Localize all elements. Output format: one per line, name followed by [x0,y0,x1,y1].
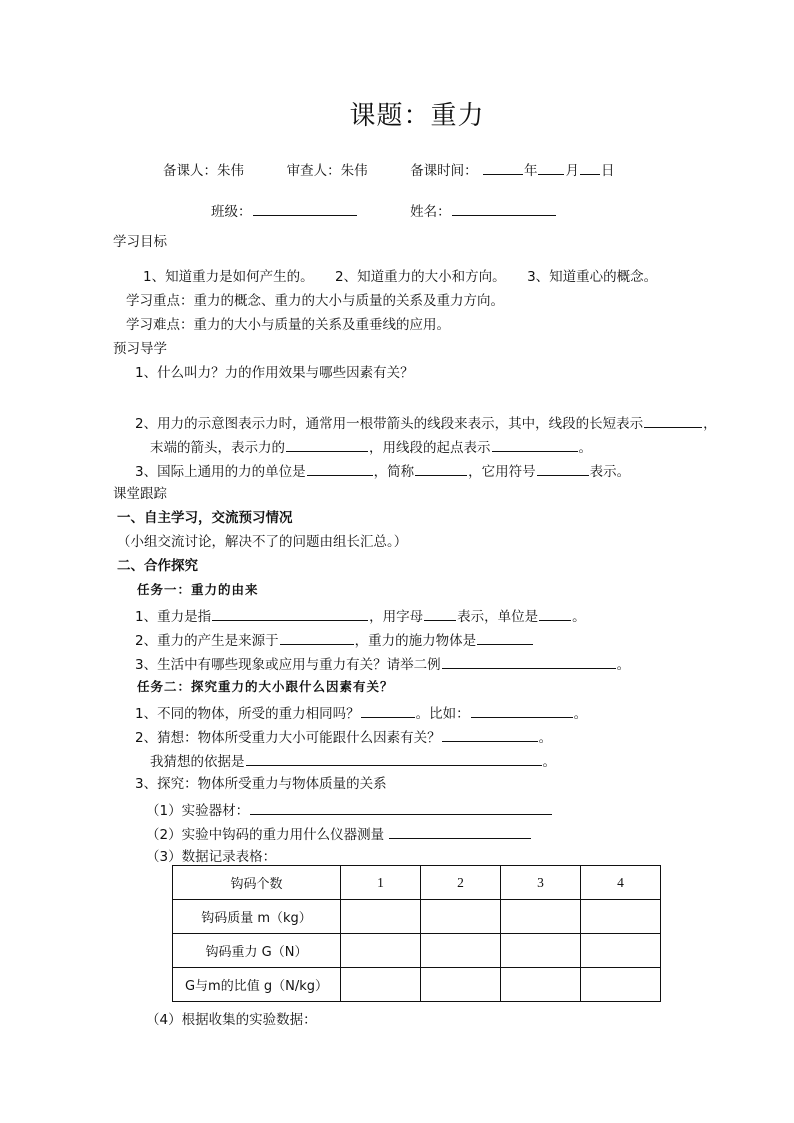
row-label-gravity: 钩码重力 G（N） [173,934,341,968]
task1-q1-text3: 表示，单位是 [457,609,539,625]
task2-q2b-text2: 。 [542,754,556,770]
task1-q1-text1: 1、重力是指 [135,609,212,625]
task2-s4: （4）根据收集的实验数据： [146,1012,317,1028]
task1-q1 [135,606,586,626]
task2-q1 [135,703,587,723]
table-cell[interactable] [421,900,501,934]
task1-title: 任务一：重力的由来 [137,582,259,597]
table-row [173,900,661,934]
task1-q2-text2: ，重力的施力物体是 [354,633,477,649]
table-header-cell: 3 [501,866,581,900]
preview-q2a-end: ， [703,416,717,432]
table-cell[interactable] [581,968,661,1002]
same-gravity-blank[interactable] [361,703,415,718]
basis-blank[interactable] [246,751,542,766]
prep-time-label: 备课时间： [410,163,478,179]
year-label: 年 [523,163,538,179]
table-cell[interactable] [581,900,661,934]
source-blank[interactable] [280,630,354,645]
section-class: 课堂跟踪 [113,486,167,502]
task2-q2b [150,751,556,771]
letter-blank[interactable] [424,606,456,621]
unit-blank[interactable] [307,461,373,476]
task2-title: 任务二：探究重力的大小跟什么因素有关？ [137,679,394,694]
table-header-cell: 钩码个数 [173,866,341,900]
day-label: 日 [600,163,615,179]
preview-q1: 1、什么叫力？力的作用效果与哪些因素有关？ [135,365,414,381]
table-cell[interactable] [501,968,581,1002]
difficulties: 学习难点：重力的大小与质量的关系及重垂线的应用。 [126,317,450,333]
task2-s1-text: （1）实验器材： [146,803,250,819]
preview-q2a [135,413,717,433]
example-blank[interactable] [471,703,573,718]
preview-q2a-text: 2、用力的示意图表示力时，通常用一根带箭头的线段来表示，其中，线段的长短表示 [135,416,644,432]
reviewer-label: 审查人：朱伟 [286,163,368,179]
examples-blank[interactable] [442,654,616,669]
preview-q2b-text2: ，用线段的起点表示 [369,440,491,456]
table-cell[interactable] [341,900,421,934]
preview-q2b [150,437,592,457]
task1-q3-text1: 3、生活中有哪些现象或应用与重力有关？请举二例 [135,657,441,673]
preview-q3-text1: 3、国际上通用的力的单位是 [135,464,306,480]
table-cell[interactable] [421,968,501,1002]
part1-title: 一、自主学习，交流预习情况 [117,510,293,526]
task2-q2-text1: 2、猜想：物体所受重力大小可能跟什么因素有关？ [135,730,441,746]
gravity-def-blank[interactable] [212,606,368,621]
table-header-row [173,866,661,900]
preview-q3 [135,461,630,481]
task1-q2 [135,630,534,650]
task1-q1-text4: 。 [572,609,586,625]
task2-q3: 3、探究：物体所受重力与物体质量的关系 [135,776,387,792]
task2-q2 [135,727,552,747]
table-header-cell: 1 [341,866,421,900]
preview-q3-text3: ，它用符号 [468,464,536,480]
exerting-object-blank[interactable] [477,630,533,645]
guess-blank[interactable] [442,727,538,742]
meta-line [163,160,614,180]
start-point-blank[interactable] [492,437,578,452]
class-name-line [211,201,557,221]
preview-q2b-text1: 末端的箭头，表示力的 [150,440,285,456]
page-title: 课题：重力 [349,101,485,131]
key-points: 学习重点：重力的概念、重力的大小与质量的关系及重力方向。 [126,293,504,309]
part1-note: （小组交流讨论，解决不了的问题由组长汇总。） [117,534,408,550]
table-cell[interactable] [501,900,581,934]
month-label: 月 [565,163,579,179]
gravity-unit-blank[interactable] [539,606,571,621]
data-record-table [172,865,661,1002]
table-cell[interactable] [581,934,661,968]
goals-line: 1、知道重力是如何产生的。 2、知道重力的大小和方向。 3、知道重心的概念。 [143,269,658,285]
length-blank[interactable] [644,413,702,428]
task2-s2 [146,824,532,844]
task2-q2-text2: 。 [538,730,553,746]
table-cell[interactable] [421,934,501,968]
task2-q1-text2: 。比如： [415,706,470,722]
task1-q2-text1: 2、重力的产生是来源于 [135,633,279,649]
task1-q3-text2: 。 [616,657,631,673]
preparer-label: 备课人：朱伟 [163,163,244,179]
part2-title: 二、合作探究 [117,558,198,574]
preview-q3-text4: 表示。 [589,464,631,480]
task2-q1-text3: 。 [573,706,588,722]
month-blank[interactable] [538,160,564,175]
day-blank[interactable] [580,160,600,175]
table-cell[interactable] [341,968,421,1002]
section-preview: 预习导学 [113,341,167,357]
table-cell[interactable] [341,934,421,968]
name-blank[interactable] [452,201,556,216]
table-header-cell: 2 [421,866,501,900]
abbr-blank[interactable] [415,461,467,476]
row-label-ratio: G与m的比值 g（N/kg） [173,968,341,1002]
table-row [173,968,661,1002]
table-cell[interactable] [501,934,581,968]
name-label: 姓名： [410,204,451,220]
section-goals: 学习目标 [113,234,167,250]
class-label: 班级： [211,204,252,220]
year-blank[interactable] [483,160,523,175]
table-row [173,934,661,968]
task2-s2-text: （2）实验中钩码的重力用什么仪器测量 [146,827,385,843]
task1-q3 [135,654,630,674]
task1-q1-text2: ，用字母 [369,609,424,625]
task2-q1-text1: 1、不同的物体，所受的重力相同吗？ [135,706,360,722]
task2-q2b-text1: 我猜想的依据是 [150,754,245,770]
instrument-blank[interactable] [389,824,531,839]
symbol-blank[interactable] [537,461,589,476]
preview-q2b-text3: 。 [578,440,592,456]
arrow-blank[interactable] [286,437,368,452]
equipment-blank[interactable] [250,800,552,815]
table-header-cell: 4 [581,866,661,900]
preview-q3-text2: ，简称 [373,464,415,480]
task2-s3: （3）数据记录表格： [146,849,277,865]
row-label-mass: 钩码质量 m（kg） [173,900,341,934]
task2-s1 [146,800,553,820]
class-blank[interactable] [253,201,357,216]
